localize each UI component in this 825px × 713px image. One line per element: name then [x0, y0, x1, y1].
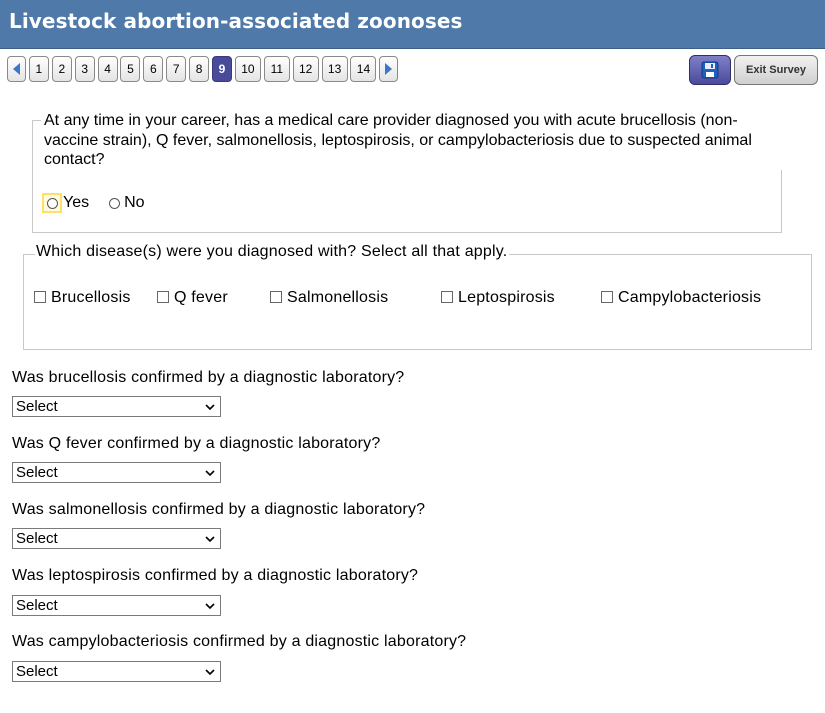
page-navigation — [7, 56, 401, 84]
campylobacteriosis-checkbox[interactable] — [601, 291, 613, 303]
salmonellosis-lab-select-value: Select — [16, 530, 58, 547]
page-button-5[interactable]: 5 — [120, 56, 140, 82]
salmonellosis-label[interactable]: Salmonellosis — [287, 289, 389, 306]
q-fever-label[interactable]: Q fever — [174, 289, 228, 306]
page-button-13[interactable]: 13 — [322, 56, 348, 82]
page-button-3[interactable]: 3 — [75, 56, 95, 82]
q-fever-checkbox[interactable] — [157, 291, 169, 303]
page-button-6[interactable]: 6 — [143, 56, 163, 82]
campylobacteriosis-label[interactable]: Campylobacteriosis — [618, 289, 762, 306]
checkbox-item-salmonellosis[interactable] — [270, 289, 388, 307]
previous-page-button[interactable] — [7, 56, 26, 82]
chevron-down-icon — [204, 533, 216, 545]
question-diseases-legend: Which disease(s) were you diagnosed with? Select all that apply. — [36, 243, 508, 260]
leptospirosis-lab-question: Was leptospirosis confirmed by a diagnostic laboratory? — [12, 567, 419, 584]
checkbox-item-q-fever[interactable] — [157, 289, 228, 307]
page-header — [0, 0, 825, 49]
no-label[interactable]: No — [124, 194, 145, 211]
chevron-down-icon — [204, 467, 216, 479]
floppy-disk-icon — [701, 61, 719, 79]
leptospirosis-lab-select-value: Select — [16, 597, 58, 614]
campylobacteriosis-lab-question: Was campylobacteriosis confirmed by a diagnostic laboratory? — [12, 633, 467, 650]
chevron-down-icon — [204, 401, 216, 413]
chevron-down-icon — [204, 600, 216, 612]
checkbox-item-leptospirosis[interactable] — [441, 289, 555, 307]
checkbox-item-campylobacteriosis[interactable] — [601, 289, 761, 307]
yes-radio[interactable] — [47, 198, 58, 209]
brucellosis-lab-select-value: Select — [16, 398, 58, 415]
page-button-11[interactable]: 11 — [264, 56, 290, 82]
q-fever-lab-question: Was Q fever confirmed by a diagnostic laboratory? — [12, 435, 381, 452]
save-button[interactable] — [689, 55, 731, 85]
brucellosis-label[interactable]: Brucellosis — [51, 289, 131, 306]
page-button-1[interactable]: 1 — [29, 56, 49, 82]
page-button-2[interactable]: 2 — [52, 56, 72, 82]
salmonellosis-checkbox[interactable] — [270, 291, 282, 303]
page-button-7[interactable]: 7 — [166, 56, 186, 82]
q-fever-lab-select-value: Select — [16, 464, 58, 481]
page-button-8[interactable]: 8 — [189, 56, 209, 82]
no-radio[interactable] — [109, 198, 120, 209]
page-title: Livestock abortion-associated zoonoses — [9, 9, 463, 33]
exit-survey-button[interactable]: Exit Survey — [734, 55, 818, 85]
page-button-4[interactable]: 4 — [98, 56, 118, 82]
question-diagnosed-text: At any time in your career, has a medical care provider diagnosed you with acute brucellosis (non-vaccine strain), Q fever, salmonellosis, leptospirosis, or campylobacteriosis due to suspected animal contact? — [41, 111, 784, 170]
salmonellosis-lab-select[interactable] — [12, 528, 221, 549]
yes-radio-focus-ring[interactable] — [42, 193, 62, 213]
leptospirosis-label[interactable]: Leptospirosis — [458, 289, 555, 306]
page-button-14[interactable]: 14 — [350, 56, 376, 82]
diagnosed-radio-group — [42, 193, 145, 213]
arrow-right-icon — [385, 63, 392, 75]
leptospirosis-checkbox[interactable] — [441, 291, 453, 303]
page-button-12[interactable]: 12 — [293, 56, 319, 82]
q-fever-lab-select[interactable] — [12, 462, 221, 483]
campylobacteriosis-lab-select[interactable] — [12, 661, 221, 682]
next-page-button[interactable] — [379, 56, 398, 82]
brucellosis-checkbox[interactable] — [34, 291, 46, 303]
page-button-9-current[interactable]: 9 — [212, 56, 232, 82]
brucellosis-lab-question: Was brucellosis confirmed by a diagnostic laboratory? — [12, 369, 405, 386]
brucellosis-lab-select[interactable] — [12, 396, 221, 417]
yes-label[interactable]: Yes — [63, 194, 90, 211]
checkbox-item-brucellosis[interactable] — [34, 289, 131, 307]
leptospirosis-lab-select[interactable] — [12, 595, 221, 616]
campylobacteriosis-lab-select-value: Select — [16, 663, 58, 680]
salmonellosis-lab-question: Was salmonellosis confirmed by a diagnostic laboratory? — [12, 501, 426, 518]
page-button-10[interactable]: 10 — [235, 56, 261, 82]
chevron-down-icon — [204, 666, 216, 678]
arrow-left-icon — [13, 63, 20, 75]
